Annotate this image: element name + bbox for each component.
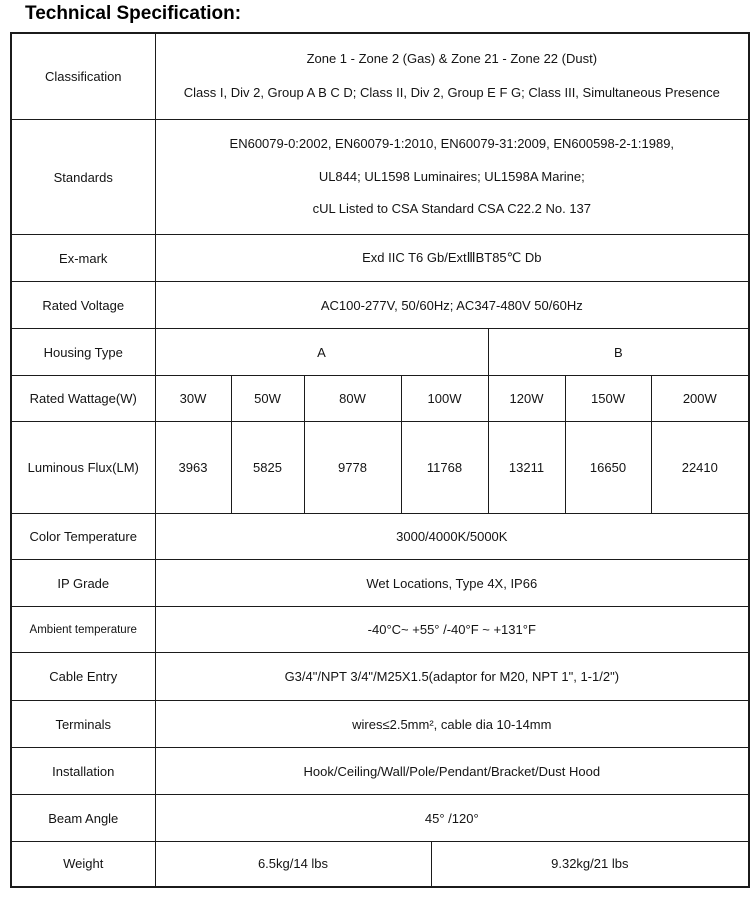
standards-line-1: EN60079-0:2002, EN60079-1:2010, EN60079-31:2009, EN600598-2-1:1989, — [229, 136, 675, 152]
technical-specification-table — [10, 32, 750, 888]
row-rated-voltage — [11, 282, 749, 329]
row-installation — [11, 748, 749, 795]
beam-angle-label: Beam Angle — [11, 795, 155, 842]
classification-value — [155, 33, 749, 120]
row-housing-type — [11, 329, 749, 376]
standards-line-2: UL844; UL1598 Luminaires; UL1598A Marine; — [318, 168, 585, 184]
row-cable-entry — [11, 653, 749, 701]
rated-wattage-200w: 200W — [651, 376, 749, 422]
terminals-value: wires≤2.5mm², cable dia 10-14mm — [155, 701, 749, 748]
luminous-flux-30w: 3963 — [155, 422, 231, 514]
classification-label: Classification — [11, 33, 155, 120]
row-ex-mark — [11, 235, 749, 282]
classification-line-2: Class I, Div 2, Group A B C D; Class II, Div 2, Group E F G; Class III, Simultaneous Presence — [183, 84, 720, 100]
classification-line-1: Zone 1 - Zone 2 (Gas) & Zone 21 - Zone 22 (Dust) — [306, 51, 598, 67]
cable-entry-label: Cable Entry — [11, 653, 155, 701]
luminous-flux-100w: 11768 — [401, 422, 488, 514]
housing-type-a: A — [155, 329, 488, 376]
standards-value — [155, 120, 749, 235]
ambient-temperature-label: Ambient temperature — [11, 607, 155, 653]
rated-wattage-80w: 80W — [304, 376, 401, 422]
row-weight — [11, 842, 749, 887]
installation-value: Hook/Ceiling/Wall/Pole/Pendant/Bracket/Dust Hood — [155, 748, 749, 795]
luminous-flux-80w: 9778 — [304, 422, 401, 514]
rated-wattage-50w: 50W — [231, 376, 304, 422]
rated-wattage-30w: 30W — [155, 376, 231, 422]
ip-grade-label: IP Grade — [11, 560, 155, 607]
weight-label: Weight — [11, 842, 155, 887]
row-rated-wattage — [11, 376, 749, 422]
standards-line-3: cUL Listed to CSA Standard CSA C22.2 No. 137 — [312, 200, 592, 216]
row-terminals — [11, 701, 749, 748]
weight-value-b: 9.32kg/21 lbs — [431, 842, 749, 887]
cable-entry-value: G3/4"/NPT 3/4"/M25X1.5(adaptor for M20, NPT 1", 1-1/2") — [155, 653, 749, 701]
row-beam-angle — [11, 795, 749, 842]
luminous-flux-200w: 22410 — [651, 422, 749, 514]
rated-wattage-label: Rated Wattage(W) — [11, 376, 155, 422]
ip-grade-value: Wet Locations, Type 4X, IP66 — [155, 560, 749, 607]
rated-wattage-150w: 150W — [565, 376, 651, 422]
row-classification — [11, 33, 749, 120]
rated-wattage-120w: 120W — [488, 376, 565, 422]
installation-label: Installation — [11, 748, 155, 795]
row-ambient-temperature — [11, 607, 749, 653]
luminous-flux-50w: 5825 — [231, 422, 304, 514]
color-temperature-label: Color Temperature — [11, 514, 155, 560]
luminous-flux-120w: 13211 — [488, 422, 565, 514]
row-standards — [11, 120, 749, 235]
housing-type-b: B — [488, 329, 749, 376]
weight-value-a: 6.5kg/14 lbs — [155, 842, 431, 887]
row-ip-grade — [11, 560, 749, 607]
luminous-flux-label: Luminous Flux(LM) — [11, 422, 155, 514]
terminals-label: Terminals — [11, 701, 155, 748]
standards-label: Standards — [11, 120, 155, 235]
page-title: Technical Specification: — [25, 3, 242, 24]
ambient-temperature-value: -40°C~ +55° /-40°F ~ +131°F — [155, 607, 749, 653]
beam-angle-value: 45° /120° — [155, 795, 749, 842]
rated-voltage-label: Rated Voltage — [11, 282, 155, 329]
ex-mark-value: Exd IIC T6 Gb/ExtⅢBT85℃ Db — [155, 235, 749, 282]
ex-mark-label: Ex-mark — [11, 235, 155, 282]
luminous-flux-150w: 16650 — [565, 422, 651, 514]
housing-type-label: Housing Type — [11, 329, 155, 376]
rated-wattage-100w: 100W — [401, 376, 488, 422]
color-temperature-value: 3000/4000K/5000K — [155, 514, 749, 560]
rated-voltage-value: AC100-277V, 50/60Hz; AC347-480V 50/60Hz — [155, 282, 749, 329]
row-luminous-flux — [11, 422, 749, 514]
row-color-temperature — [11, 514, 749, 560]
